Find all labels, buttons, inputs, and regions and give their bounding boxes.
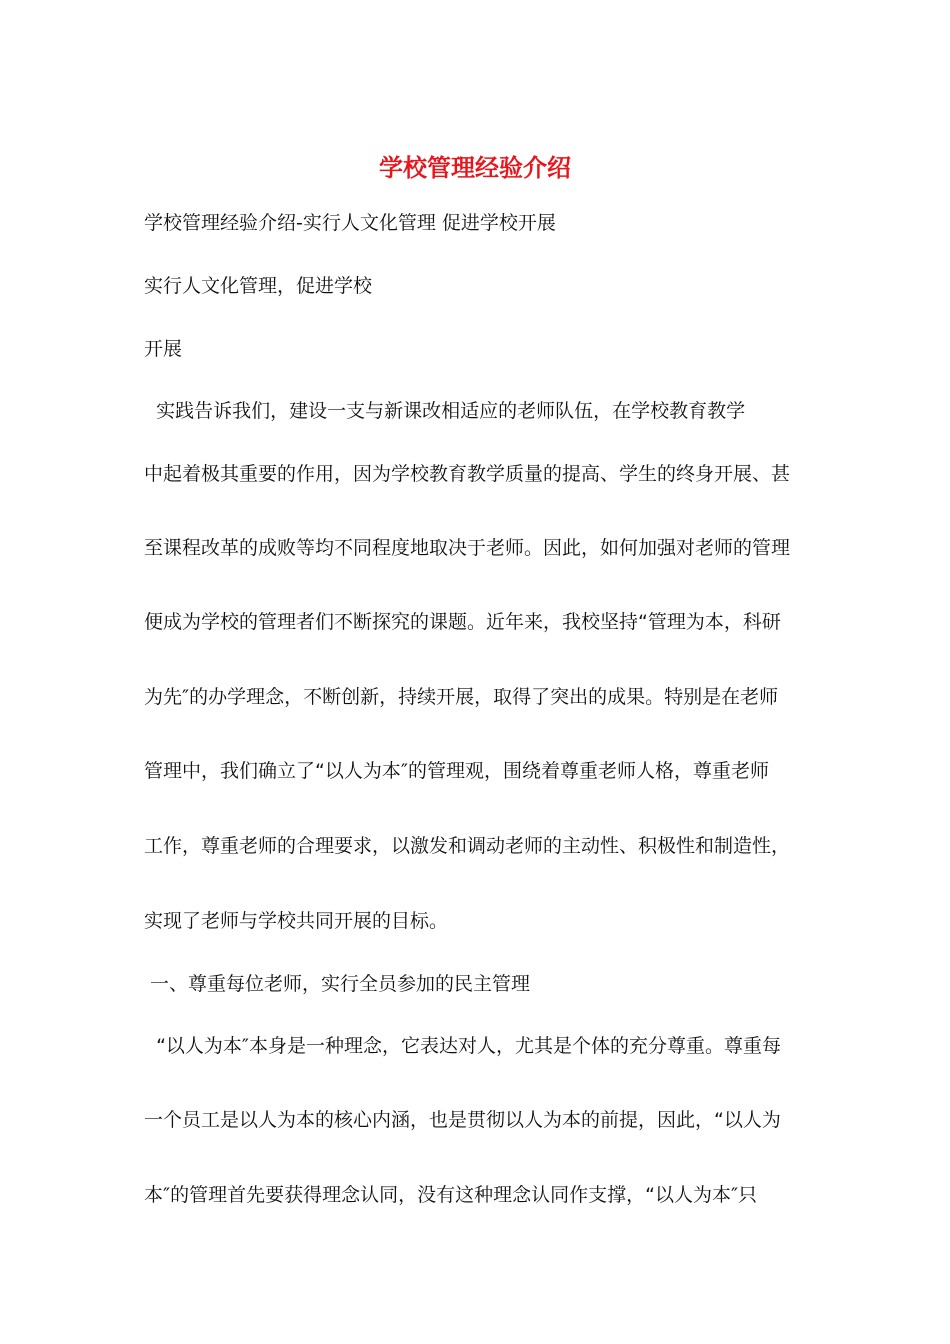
- paragraph-line: 实现了老师与学校共同开展的目标。: [144, 910, 449, 932]
- paragraph-line: 工作，尊重老师的合理要求，以激发和调动老师的主动性、积极性和制造性，: [144, 835, 791, 857]
- paragraph-line: 管理中，我们确立了“以人为本″的管理观，围绕着尊重老师人格，尊重老师: [144, 760, 769, 782]
- paragraph-line: 实践告诉我们，建设一支与新课改相适应的老师队伍，在学校教育教学: [144, 400, 746, 422]
- heading-line-continued: 开展: [144, 338, 183, 360]
- subtitle-line: 学校管理经验介绍-实行人文化管理 促进学校开展: [144, 212, 556, 234]
- paragraph-line: “以人为本″本身是一种理念，它表达对人，尤其是个体的充分尊重。尊重每: [144, 1035, 782, 1057]
- section-heading: 一、尊重每位老师，实行全员参加的民主管理: [144, 973, 531, 995]
- paragraph-line: 至课程改革的成败等均不同程度地取决于老师。因此，如何加强对老师的管理: [144, 537, 791, 559]
- paragraph-line: 为先″的办学理念，不断创新，持续开展，取得了突出的成果。特别是在老师: [144, 686, 779, 708]
- paragraph-line: 便成为学校的管理者们不断探究的课题。近年来，我校坚持“管理为本，科研: [144, 611, 781, 633]
- paragraph-line: 本″的管理首先要获得理念认同，没有这种理念认同作支撑，“以人为本″只: [144, 1184, 758, 1206]
- heading-line: 实行人文化管理，促进学校: [144, 275, 373, 297]
- document-title: 学校管理经验介绍: [379, 153, 571, 182]
- paragraph-line: 中起着极其重要的作用，因为学校教育教学质量的提高、学生的终身开展、甚: [144, 463, 791, 485]
- paragraph-line: 一个员工是以人为本的核心内涵，也是贯彻以人为本的前提，因此，“以人为: [144, 1109, 781, 1131]
